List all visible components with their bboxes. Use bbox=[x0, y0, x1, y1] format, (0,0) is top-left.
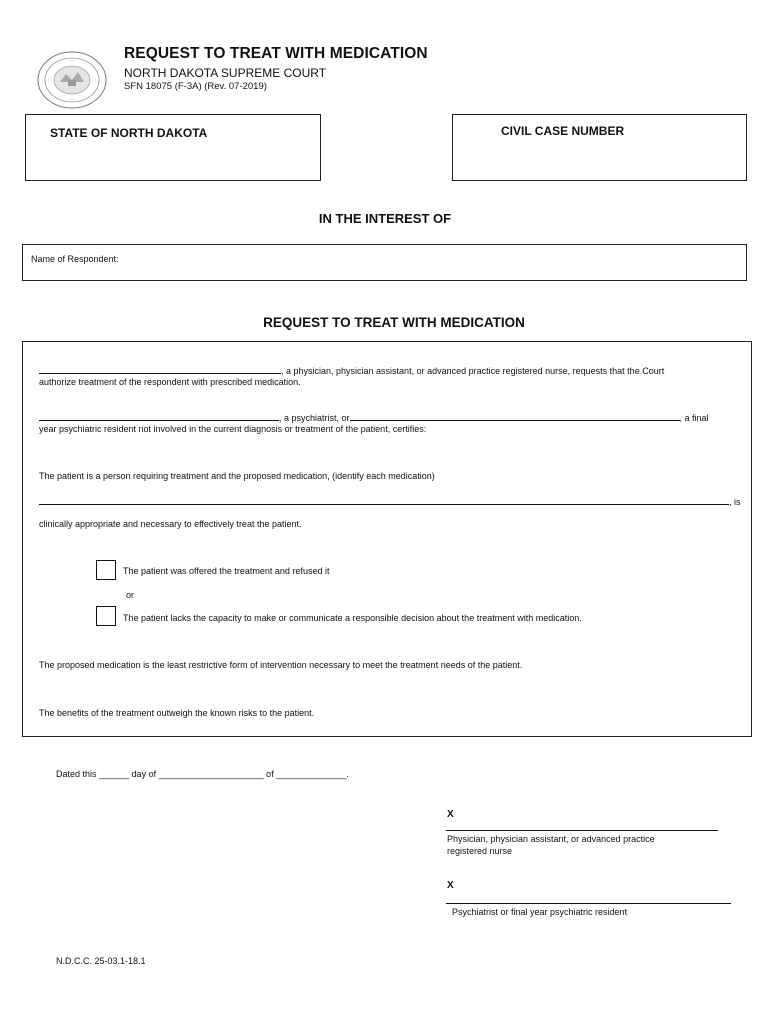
or-text: or bbox=[126, 590, 135, 600]
physician-line-text: , a physician, physician assistant, or advanced practice registered nurse, requests that the Court bbox=[281, 366, 665, 376]
medication-field[interactable] bbox=[39, 495, 729, 505]
clinically-text: clinically appropriate and necessary to effectively treat the patient. bbox=[39, 519, 302, 529]
physician-line bbox=[39, 364, 664, 376]
physician-signature-line[interactable] bbox=[446, 830, 718, 831]
physician-sign-x: X bbox=[447, 809, 454, 820]
section-title: REQUEST TO TREAT WITH MEDICATION bbox=[263, 315, 525, 330]
state-seal-icon bbox=[36, 50, 108, 110]
psychiatrist-sign-x: X bbox=[447, 880, 454, 891]
medication-line bbox=[39, 495, 741, 507]
form-title: REQUEST TO TREAT WITH MEDICATION bbox=[124, 45, 428, 62]
refused-label: The patient was offered the treatment and refused it bbox=[123, 566, 330, 576]
respondent-name-field[interactable] bbox=[22, 244, 747, 281]
court-name: NORTH DAKOTA SUPREME COURT bbox=[124, 66, 327, 80]
interest-heading: IN THE INTEREST OF bbox=[318, 211, 452, 226]
benefits-text: The benefits of the treatment outweigh the known risks to the patient. bbox=[39, 708, 315, 718]
statute-reference: N.D.C.C. 25-03.1-18.1 bbox=[56, 956, 146, 966]
lacks-capacity-label: The patient lacks the capacity to make or communicate a responsible decision about the treatment with medication. bbox=[123, 613, 582, 623]
psychiatrist-name-field[interactable] bbox=[39, 411, 279, 421]
resident-name-field[interactable] bbox=[350, 411, 680, 421]
psychiatrist-signature-line[interactable] bbox=[446, 903, 731, 904]
dated-line[interactable]: Dated this ______ day of _____________________ of ______________. bbox=[56, 769, 349, 779]
psychiatrist-sign-label: Psychiatrist or final year psychiatric resident bbox=[452, 907, 628, 917]
refused-checkbox[interactable] bbox=[96, 560, 116, 580]
physician-sign-label: Physician, physician assistant, or advanced practice bbox=[447, 834, 655, 844]
state-label: STATE OF NORTH DAKOTA bbox=[50, 126, 208, 140]
physician-line-2: authorize treatment of the respondent with prescribed medication. bbox=[39, 377, 301, 387]
medication-intro: The patient is a person requiring treatment and the proposed medication, (identify each medication) bbox=[39, 471, 435, 481]
least-restrictive-text: The proposed medication is the least restrictive form of intervention necessary to meet the treatment needs of the patient. bbox=[39, 660, 523, 670]
psychiatrist-line bbox=[39, 411, 709, 423]
request-body bbox=[22, 341, 752, 737]
physician-name-field[interactable] bbox=[39, 364, 281, 374]
form-number: SFN 18075 (F-3A) (Rev. 07-2019) bbox=[124, 81, 267, 92]
respondent-label: Name of Respondent: bbox=[31, 254, 119, 264]
state-box bbox=[25, 114, 321, 181]
physician-sign-label-2: registered nurse bbox=[447, 846, 513, 856]
is-text: , is bbox=[729, 497, 741, 507]
case-number-field[interactable] bbox=[452, 114, 747, 181]
case-number-label: CIVIL CASE NUMBER bbox=[501, 124, 625, 138]
final-text: , a final bbox=[679, 413, 709, 423]
lacks-capacity-checkbox[interactable] bbox=[96, 606, 116, 626]
psychiatrist-line-text: , a psychiatrist, or bbox=[279, 413, 350, 423]
psychiatrist-line-2: year psychiatric resident not involved in the current diagnosis or treatment of the patient, certifies: bbox=[39, 424, 427, 434]
